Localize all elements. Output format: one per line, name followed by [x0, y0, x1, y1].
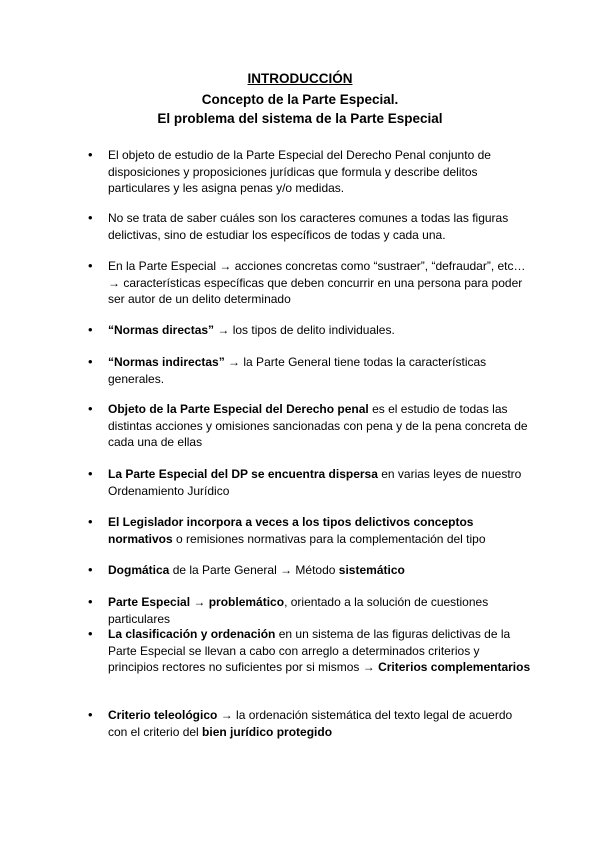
item-bold: “Normas directas” [108, 323, 215, 337]
item-text: en un sistema de las figuras delictivas de la Parte Especial se llevan a cabo con arreglo a determinados criterios y principios rectores no suficientes por si mismos → [108, 627, 511, 674]
item-bold: La Parte Especial del DP se encuentra dispersa [108, 467, 378, 481]
list-item [108, 514, 532, 547]
list-item [108, 707, 532, 740]
item-text: No se trata de saber cuáles son los caracteres comunes a todas las figuras delictivas, sino de estudiar los específicos de todas y cada una. [108, 211, 509, 242]
item-text: , orientado a la solución de cuestiones particulares [108, 595, 489, 626]
item-bold: La clasificación y ordenación [108, 627, 276, 641]
item-bold: Criterio teleológico [108, 708, 218, 722]
subtitle-problem: El problema del sistema de la Parte Especial [157, 111, 443, 126]
item-bold: “Normas indirectas” [108, 355, 225, 369]
item-text: es el estudio de todas las distintas acciones y omisiones sancionadas con pena y de la pena concreta de cada una de ellas [108, 402, 528, 449]
item-bold: Parte Especial → problemático [108, 595, 285, 609]
item-text: de la Parte General → Método [169, 563, 339, 577]
list-item [108, 147, 532, 197]
list-item [108, 401, 532, 451]
item-text: o remisiones normativas para la complementación del tipo [172, 531, 486, 546]
list-item [108, 626, 532, 676]
item-bold-end: sistemático [338, 563, 405, 577]
item-text: → la ordenación sistemática del texto legal de acuerdo con el criterio del [108, 708, 513, 739]
item-text: El objeto de estudio de la Parte Especial del Derecho Penal conjunto de disposiciones y proposiciones jurídicas que formula y describe delitos particulares y les asigna penas y/o medidas. [108, 148, 491, 195]
list-item [108, 258, 532, 308]
list-item [108, 354, 532, 387]
list-item [108, 322, 532, 339]
item-text: → la Parte General tiene todas la características generales. [108, 355, 487, 386]
item-bold-end: bien jurídico protegido [202, 724, 333, 739]
document-title: INTRODUCCIÓN [247, 71, 353, 86]
subtitle-concept: Concepto de la Parte Especial. [201, 92, 399, 107]
list-item [108, 594, 532, 627]
list-item [108, 210, 532, 243]
item-bold: El Legislador incorpora a veces a los tipos delictivos conceptos normativos [108, 515, 474, 546]
item-bold: Dogmática [108, 563, 170, 577]
item-text: En la Parte Especial → acciones concretas como “sustraer”, “defraudar”, etc… → características específicas que deben concurrir en una persona para poder ser autor de un delito determinado [108, 259, 526, 306]
item-text: en varias leyes de nuestro Ordenamiento Jurídico [108, 467, 522, 498]
list-item [108, 562, 532, 579]
item-bold-end: Criterios complementarios [378, 660, 531, 674]
item-text: → los tipos de delito individuales. [214, 323, 395, 337]
item-bold: Objeto de la Parte Especial del Derecho penal [108, 402, 369, 416]
list-item [108, 466, 532, 499]
